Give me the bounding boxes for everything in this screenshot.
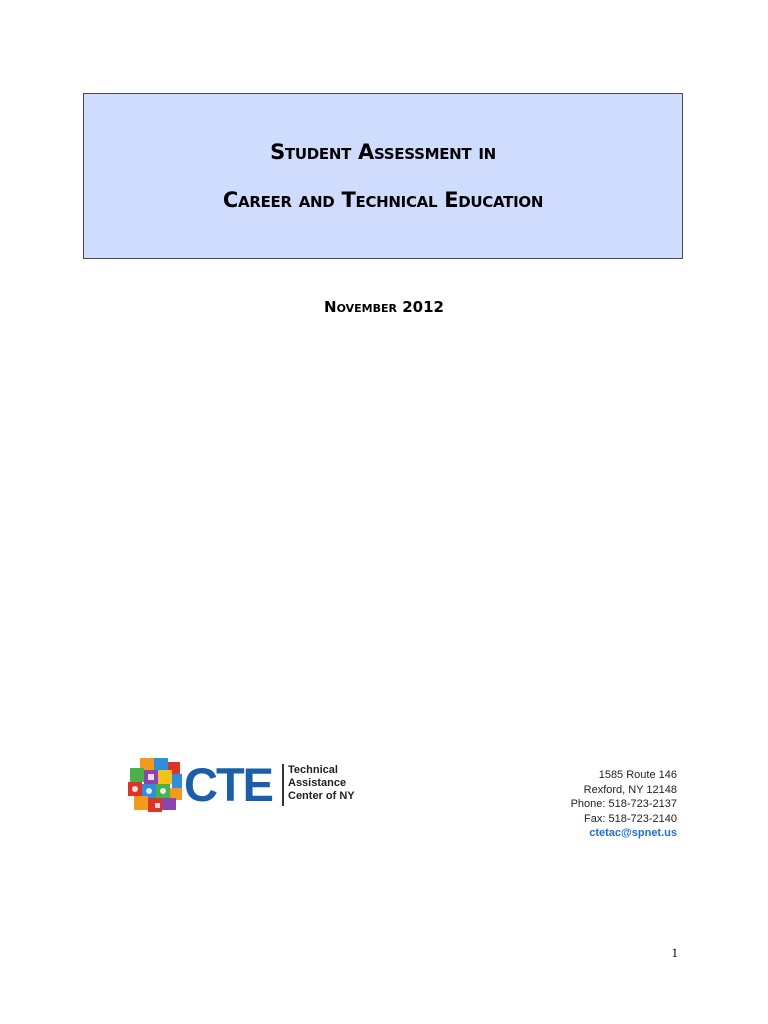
address-city: Rexford, NY 12148 — [583, 783, 677, 796]
logo-tagline-line: Center of NY — [288, 790, 355, 802]
logo-tagline — [288, 764, 355, 803]
title-line-2: Career and Technical Education — [222, 188, 544, 212]
address-fax: Fax: 518-723-2140 — [584, 812, 677, 825]
cte-logo — [126, 756, 366, 814]
address-email-link[interactable]: ctetac@spnet.us — [589, 827, 677, 839]
logo-tagline-line: Technical — [288, 764, 338, 776]
contact-address — [571, 768, 677, 841]
logo-wordmark: CTE — [184, 758, 272, 811]
colored-block-cube-icon — [126, 756, 184, 814]
title-box — [83, 93, 683, 259]
logo-divider — [282, 764, 284, 806]
address-street: 1585 Route 146 — [598, 769, 677, 781]
logo-tagline-line: Assistance — [288, 777, 347, 789]
address-phone: Phone: 518-723-2137 — [570, 798, 677, 810]
page-number: 1 — [671, 945, 678, 960]
title-line-1: Student Assessment in — [270, 140, 496, 164]
document-date: November 2012 — [324, 298, 444, 316]
